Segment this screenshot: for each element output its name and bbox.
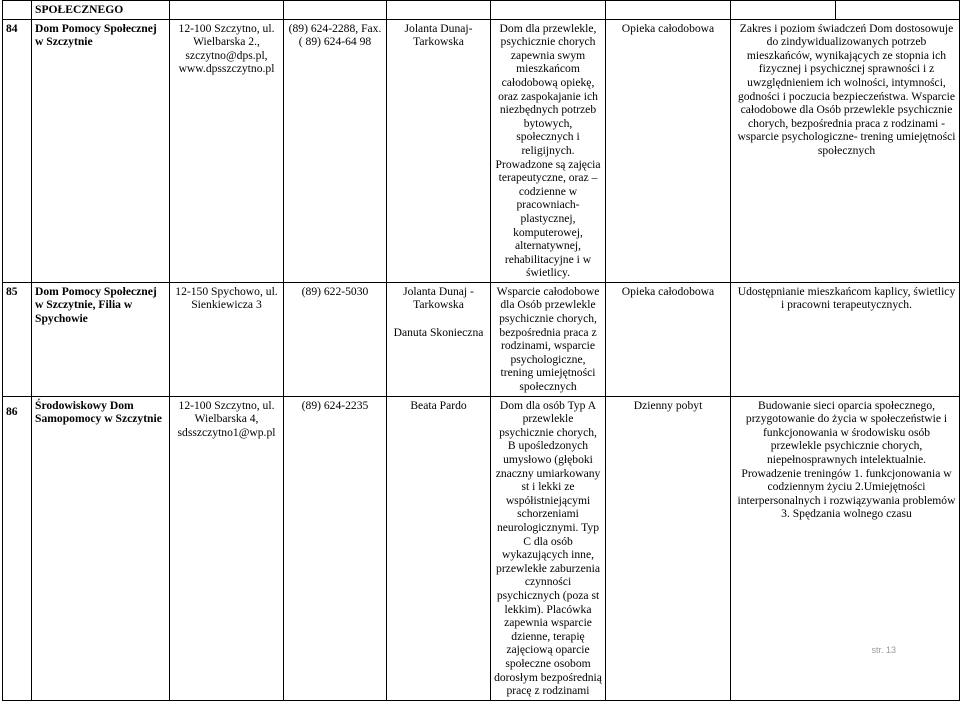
support-type: Opieka całodobowa xyxy=(606,282,731,396)
institution-name: Dom Pomocy Społecznej w Szczytnie xyxy=(32,19,170,282)
institution-director: Jolanta Dunaj-Tarkowska xyxy=(387,19,491,282)
institution-name: Dom Pomocy Społecznej w Szczytnie, Filia w Spychowie xyxy=(32,282,170,396)
table-row xyxy=(3,396,960,700)
institution-director: Jolanta Dunaj - Tarkowska xyxy=(403,284,474,312)
service-scope: Zakres i poziom świadczeń Dom dostosowuje do zindywidualizowanych potrzeb mieszkańców, wynikających ze stopnia ich fizycznej i psychicznej sprawności i z uwzględnieniem ich wolności, intymności, godności i poczucia bezpieczeństwa. Wsparcie całodobowe dla Osób przewlekle psychicznie chorych, bezpośrednia praca z rodzinami - wsparcie psychologiczne- trening umiejętności społecznych xyxy=(731,19,960,282)
support-type: Dzienny pobyt xyxy=(606,396,731,700)
header-cell-label: SPOŁECZNEGO xyxy=(32,1,170,20)
institution-name: Środowiskowy Dom Samopomocy w Szczytnie xyxy=(32,396,170,700)
header-row xyxy=(3,1,960,20)
institution-address: 12-100 Szczytno, ul. Wielbarska 4, sdsszczytno1@wp.pl xyxy=(170,396,284,700)
row-number: 84 xyxy=(3,19,32,282)
row-number: 85 xyxy=(3,282,32,396)
institution-description: Wsparcie całodobowe dla Osób przewlekle psychicznie chorych, bezpośrednia praca z rodzinami, wsparcie psychologiczne, trening umiejętności społecznych xyxy=(491,282,606,396)
service-scope: Budowanie sieci oparcia społecznego, przygotowanie do życia w społeczeństwie i funkcjonowania w środowisku osób przewlekle psychicznie chorych, niepełnosprawnych intelektualnie. Prowadzenie treningów 1. funkcjonowania w codziennym życiu 2.Umiejętności interpersonalnych i rozwiązywania problemów 3. Spędzania wolnego czasu xyxy=(731,396,960,700)
service-scope: Udostępnianie mieszkańcom kaplicy, świetlicy i pracowni terapeutycznych. xyxy=(731,282,960,396)
institution-phone: (89) 622-5030 xyxy=(284,282,387,396)
table-row xyxy=(3,19,960,282)
institution-description: Dom dla przewlekle, psychicznie chorych zapewnia swym mieszkańcom całodobową opiekę, oraz zaspokajanie ich niezbędnych potrzeb bytowych, społecznych i religijnych. Prowadzone są zajęcia terapeutyczne, oraz – codzienne w pracowniach-plastycznej, komputerowej, alternatywnej, rehabilitacyjne i w świetlicy. xyxy=(491,19,606,282)
row-number: 86 xyxy=(3,396,32,700)
support-type: Opieka całodobowa xyxy=(606,19,731,282)
institutions-table xyxy=(2,0,960,701)
page-number: str. 13 xyxy=(871,645,896,655)
table-row xyxy=(3,282,960,396)
institution-director-secondary: Danuta Skonieczna xyxy=(393,326,484,340)
institution-director: Beata Pardo xyxy=(387,396,491,700)
institution-address: 12-100 Szczytno, ul. Wielbarska 2., szczytno@dps.pl, www.dpsszczytno.pl xyxy=(170,19,284,282)
institution-director-cell xyxy=(387,282,491,396)
header-cell-empty xyxy=(3,1,32,20)
institution-phone: (89) 624-2288, Fax.( 89) 624-64 98 xyxy=(284,19,387,282)
institution-address: 12-150 Spychowo, ul. Sienkiewicza 3 xyxy=(170,282,284,396)
institution-description: Dom dla osób Typ A przewlekle psychicznie chorych, B upośledzonych umysłowo (głęboki znaczny umiarkowany st i lekki ze współistniejącymi schorzeniami neurologicznymi. Typ C dla osób wykazujących inne, przewlekłe zaburzenia czynności psychicznych (poza st lekkim). Placówka zapewnia wsparcie dzienne, terapię zajęciową oparcie społeczne osobom dorosłym bezpośrednią pracę z rodzinami xyxy=(491,396,606,700)
institution-phone: (89) 624-2235 xyxy=(284,396,387,700)
